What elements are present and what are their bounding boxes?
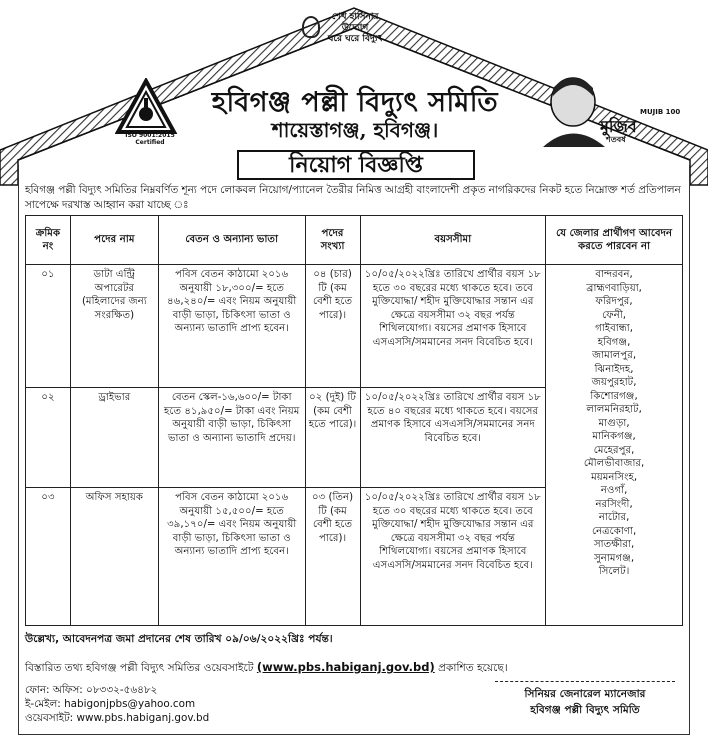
header-post: পদের নাম <box>70 216 158 265</box>
contact-email[interactable]: ই-মেইল: habigonjpbs@yahoo.com <box>25 698 196 710</box>
row-count: ০৪ (চার) টি (কম বেশী হতে পারে)। <box>305 265 360 388</box>
row-post: ড্রাইভার <box>70 388 158 488</box>
header-count: পদের সংখ্যা <box>305 216 360 265</box>
slogan-block <box>300 12 410 45</box>
district-item: জামালপুর, <box>592 350 637 361</box>
table-header-row <box>26 216 683 265</box>
district-item: সুনামগঞ্জ, <box>594 552 635 564</box>
header-serial: ক্রমিক নং <box>26 216 71 265</box>
header-age: বয়সসীমা <box>360 216 546 265</box>
row-salary: পবিস বেতন কাঠামো ২০১৬ অনুযায়ী ১৫,৫০০/= হতে ৩৯,১৭০/= এবং নিয়ম অনুযায়ী বাড়ী ভাড়া, চিকিৎসা ভাতা ও অন্যান্য ভাতাদি প্রাপ্য হবেন। <box>158 488 305 626</box>
signature-line <box>495 681 675 682</box>
row-post: ডাটা এন্ট্রি অপারেটর (মহিলাদের জন্য সংরক্ষিত) <box>70 265 158 388</box>
row-serial: ০৩ <box>26 488 71 626</box>
contact-block <box>25 683 209 725</box>
row-serial: ০১ <box>26 265 71 388</box>
header-districts: যে জেলার প্রার্থীগণ আবেদন করতে পারবেন না <box>546 216 683 265</box>
district-item: কিশোরগঞ্জ, <box>590 390 638 402</box>
iso-label: ISO 9001:2015 Certified <box>125 132 175 146</box>
district-item: হবিগঞ্জ, <box>597 336 631 348</box>
district-item: ময়মনসিংহ, <box>591 471 638 483</box>
signature-block <box>485 686 685 718</box>
district-item: নাটোর, <box>598 512 630 523</box>
row-serial: ০২ <box>26 388 71 488</box>
bulb-icon <box>302 16 320 38</box>
row-salary: বেতন স্কেল-১৬,৬০০/= টাকা হতে ৪১,৯৫০/= টাকা এবং নিয়ম অনুযায়ী বাড়ী ভাড়া, চিকিৎসা ভাতা ও অন্যান্য ভাতাদি প্রদেয়। <box>158 388 305 488</box>
row-age: ১০/০৫/২০২২খ্রিঃ তারিখে প্রার্থীর বয়স ১৮ হতে ৩০ বছরের মধ্যে থাকতে হবে। তবে মুক্তিযোদ্ধা/ শহীদ মুক্তিযোদ্ধার সন্তান এর ক্ষেত্রে বয়সসীমা ৩২ বছর পর্যন্ত শিথিলযোগ্য। বয়সের প্রমাণক হিসাবে এসএসসি/সমমানের সনদ বিবেচিত হবে। <box>360 488 546 626</box>
district-item: মৌলভীবাজার, <box>583 458 645 469</box>
district-item: ঝিনাইদহ, <box>594 363 634 375</box>
district-item: মেহেরপুর, <box>593 444 635 456</box>
district-item: সাতক্ষীরা, <box>593 539 635 550</box>
website-note-before: বিস্তারিত তথ্য হবিগঞ্জ পল্লী বিদ্যুৎ সমিতির ওয়েবসাইটে <box>25 662 254 674</box>
row-age: ১০/০৫/২০২২খ্রিঃ তারিখে প্রার্থীর বয়স ১৮ হতে ৩০ বছরের মধ্যে থাকতে হবে। তবে মুক্তিযোদ্ধা/ শহীদ মুক্তিযোদ্ধার সন্তান এর ক্ষেত্রে বয়সসীমা ৩২ বছর পর্যন্ত শিথিলযোগ্য। বয়সের প্রমাণক হিসাবে এসএসসি/সমমানের সনদ বিবেচিত হবে। <box>360 265 546 388</box>
notice-title: নিয়োগ বিজ্ঞপ্তি <box>237 150 475 180</box>
district-item: মানিকগঞ্জ, <box>592 431 636 442</box>
district-item: নওগাঁ, <box>600 485 628 496</box>
row-count: ০২ (দুই) টি (কম বেশী হতে পারে)। <box>305 388 360 488</box>
district-item: সিলেট। <box>598 566 630 577</box>
slogan-line-2: উদ্যোগ <box>341 23 369 33</box>
district-item: নরসিংদী, <box>595 498 633 510</box>
signature-title: সিনিয়র জেনারেল ম্যানেজার <box>524 688 646 700</box>
vacancy-table <box>25 215 683 626</box>
org-name: হবিগঞ্জ পল্লী বিদ্যুৎ সমিতি <box>211 87 499 118</box>
row-count: ০৩ (তিন) টি (কম বেশী হতে পারে)। <box>305 488 360 626</box>
district-item: ফেনী, <box>602 309 626 321</box>
row-age: ১০/০৫/২০২২খ্রিঃ তারিখে প্রার্থীর বয়স ১৮ হতে ৪০ বছরের মধ্যে থাকতে হবে। বয়সের প্রমাণক হিসাবে এসএসসি/সমমানের সনদ বিবেচিত হবে। <box>360 388 546 488</box>
contact-phone: ফোন: অফিস: ০৮৩৩২-৫৬৪৮২ <box>25 684 158 696</box>
row-salary: পবিস বেতন কাঠামো ২০১৬ অনুযায়ী ১৮,৩০০/= হতে ৪৬,২৪০/= এবং নিয়ম অনুযায়ী বাড়ী ভাড়া, চিকিৎসা ভাতা ও অন্যান্য ভাতাদি প্রাপ্য হবেন। <box>158 265 305 388</box>
district-item: গাইবান্ধা, <box>595 323 633 334</box>
mujib-label: মুজিব <box>600 117 637 136</box>
district-item: ব্রাহ্মণবাড়িয়া, <box>586 282 642 294</box>
intro-text: হবিগঞ্জ পল্লী বিদ্যুৎ সমিতির নিম্নবর্ণিত শূন্য পদে লোকবল নিয়োগ/প্যানেল তৈরীর নিমিত্ত আগ্রহী বাংলাদেশী প্রকৃত নাগরিকদের নিকট হতে নিম্নোক্ত শর্ত প্রতিপালন সাপেক্ষে দরখাস্ত আহ্বান করা যাচ্ছে ঃ <box>25 184 681 211</box>
excluded-districts-cell <box>546 265 683 626</box>
website-note <box>25 660 685 678</box>
signature-org: হবিগঞ্জ পল্লী বিদ্যুৎ সমিতি <box>530 704 640 716</box>
mujib-sub: শতবর্ষ <box>606 135 626 144</box>
org-location: শায়েস্তাগঞ্জ, হবিগঞ্জ। <box>271 118 439 142</box>
website-note-after: প্রকাশিত হয়েছে। <box>438 662 508 674</box>
district-item: নেত্রকোণা, <box>591 525 637 537</box>
website-link[interactable]: (www.pbs.habiganj.gov.bd) <box>256 660 435 674</box>
slogan-line-3: ঘরে ঘরে বিদ্যুৎ <box>327 34 383 44</box>
table-row <box>26 265 683 388</box>
contact-website[interactable]: ওয়েবসাইট: www.pbs.habiganj.gov.bd <box>25 712 210 724</box>
district-item: ফরিদপুর, <box>595 296 633 307</box>
slogan-line-1: শেখ হাসিনার <box>331 12 379 22</box>
district-item: লালমনিরহাট, <box>586 404 642 415</box>
row-post: অফিস সহায়ক <box>70 488 158 626</box>
org-logo-icon <box>115 78 177 140</box>
district-item: জয়পুরহাট, <box>591 377 637 388</box>
district-item: বান্দরবন, <box>595 269 633 280</box>
deadline-note: উল্লেখ্য, আবেদনপত্র জমা প্রদানের শেষ তারিখ ০৯/০৬/২০২২খ্রিঃ পর্যন্ত। <box>25 633 333 645</box>
mujib-100-label: MUJIB 100 <box>640 108 681 116</box>
district-item: মাগুড়া, <box>598 417 630 429</box>
header-salary: বেতন ও অন্যান্য ভাতা <box>158 216 305 265</box>
